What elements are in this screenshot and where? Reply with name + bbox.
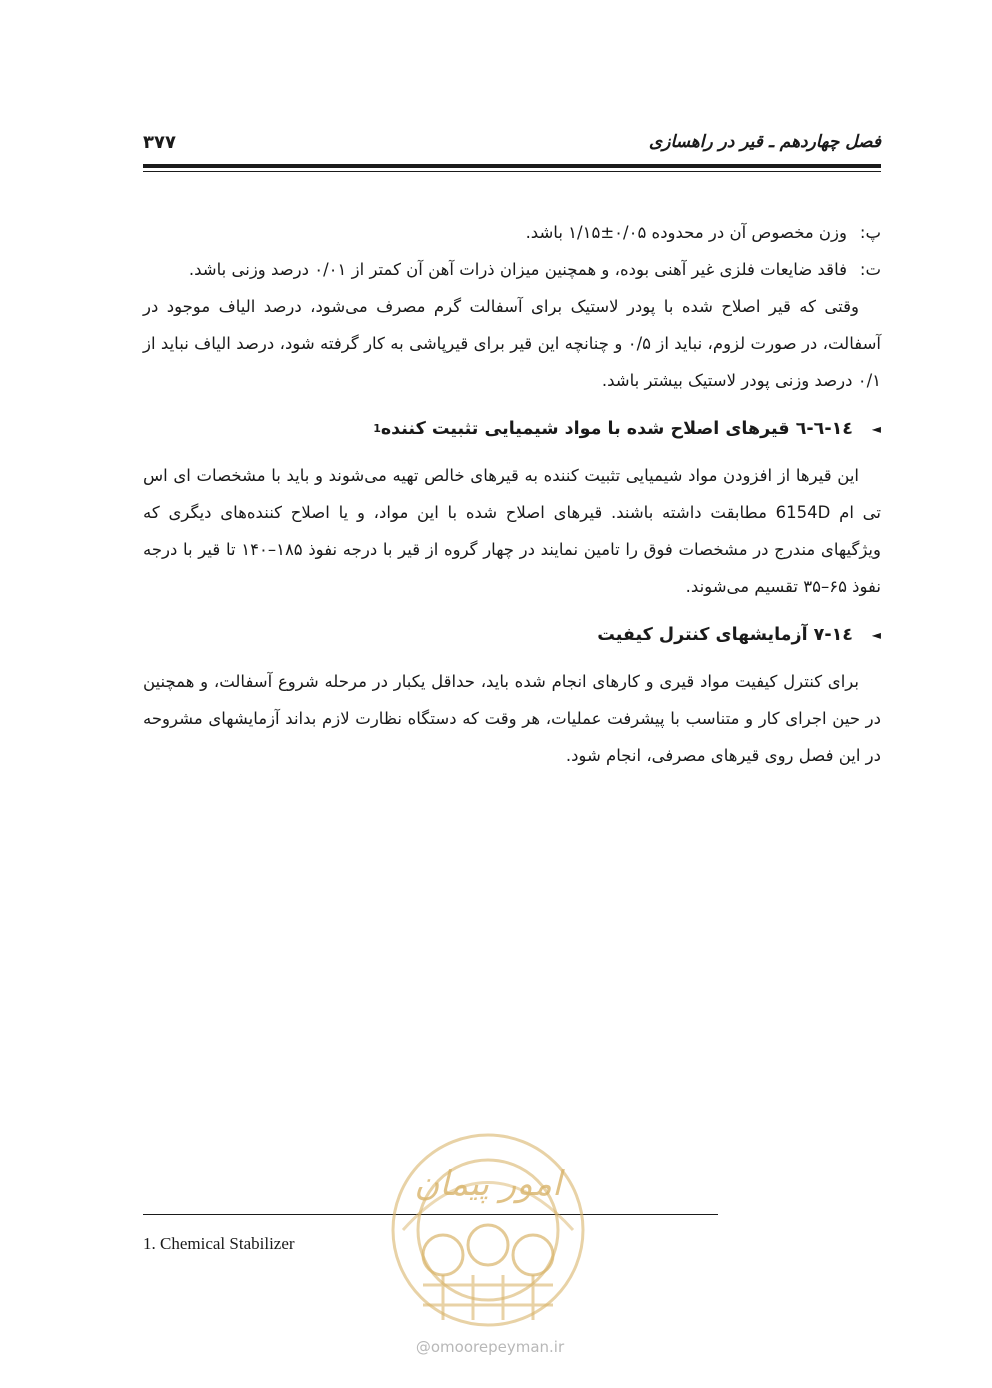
paragraph-chemical-stabilizer: این قیرها از افزودن مواد شیمیایی تثبیت کننده به قیرهای خالص تهیه می‌شوند و باید با مشخصات ای اس تی ام 6154D مطابقت داشته باشند. قیرهای اصلاح شده با این مواد، و یا اصلاح کننده‌های دیگری که ویژگیهای مندرج در مشخصات فوق را تامین نمایند در چهار گروه از قیر با درجه نفوذ ۱۸۵–۱۴۰ تا قیر با درجه نفوذ ۶۵–۳۵ تقسیم می‌شوند. xyxy=(143,466,881,596)
list-item xyxy=(143,214,881,251)
list-item xyxy=(143,251,881,288)
header-rule-thick xyxy=(143,164,881,168)
watermark-seal-logo xyxy=(383,1125,593,1335)
watermark-url: @omoorepeyman.ir xyxy=(415,1338,565,1356)
footnote: 1. Chemical Stabilizer xyxy=(143,1234,295,1253)
section-heading-text: ١٤-٧ آزمایشهای کنترل کیفیت xyxy=(597,625,853,645)
section-heading-chemical-stabilizer xyxy=(143,409,881,449)
section-heading-quality-control xyxy=(143,615,881,655)
paragraph-fiber: وقتی که قیر اصلاح شده با پودر لاستیک برای آسفالت گرم مصرف می‌شود، درصد الیاف موجود در آسفالت، در صورت لزوم، نباید از ۰/۵ و چنانچه این قیر برای قیرپاشی به کار گرفته شود، درصد الیاف نباید از ۰/۱ درصد وزنی پودر لاستیک بیشتر باشد. xyxy=(143,297,881,390)
triangle-bullet-icon: ◄ xyxy=(871,422,881,436)
list-item-label: پ: xyxy=(859,223,881,242)
header-rule-thin xyxy=(143,171,881,172)
list-item-text: وزن مخصوص آن در محدوده ۰/۰۵±۱/۱۵ باشد. xyxy=(525,223,847,242)
paragraph-quality-control: برای کنترل کیفیت مواد قیری و کارهای انجام شده باید، حداقل یکبار در مرحله شروع آسفالت، و همچنین در حین اجرای کار و متناسب با پیشرفت عملیات، هر وقت که دستگاه نظارت لازم بداند آزمایشهای مشروحه در این فصل روی قیرهای مصرفی، انجام شود. xyxy=(143,672,881,765)
page-body xyxy=(143,214,881,774)
seal-text: امور پیمان xyxy=(414,1164,562,1204)
footnote-ref: 1 xyxy=(373,422,381,435)
page-header xyxy=(143,128,881,158)
section-heading-text: ١٤-٦-٦ قیرهای اصلاح شده با مواد شیمیایی تثبیت کننده xyxy=(380,419,853,439)
list-item-label: ت: xyxy=(859,260,881,279)
page-number: ۳۷۷ xyxy=(143,132,176,153)
chapter-title: فصل چهاردهم ـ قیر در راهسازی xyxy=(648,132,881,152)
triangle-bullet-icon: ◄ xyxy=(871,628,881,642)
list-item-text: فاقد ضایعات فلزی غیر آهنی بوده، و همچنین میزان ذرات آهن آن کمتر از ۰/۰۱ درصد وزنی باشد. xyxy=(188,260,847,279)
